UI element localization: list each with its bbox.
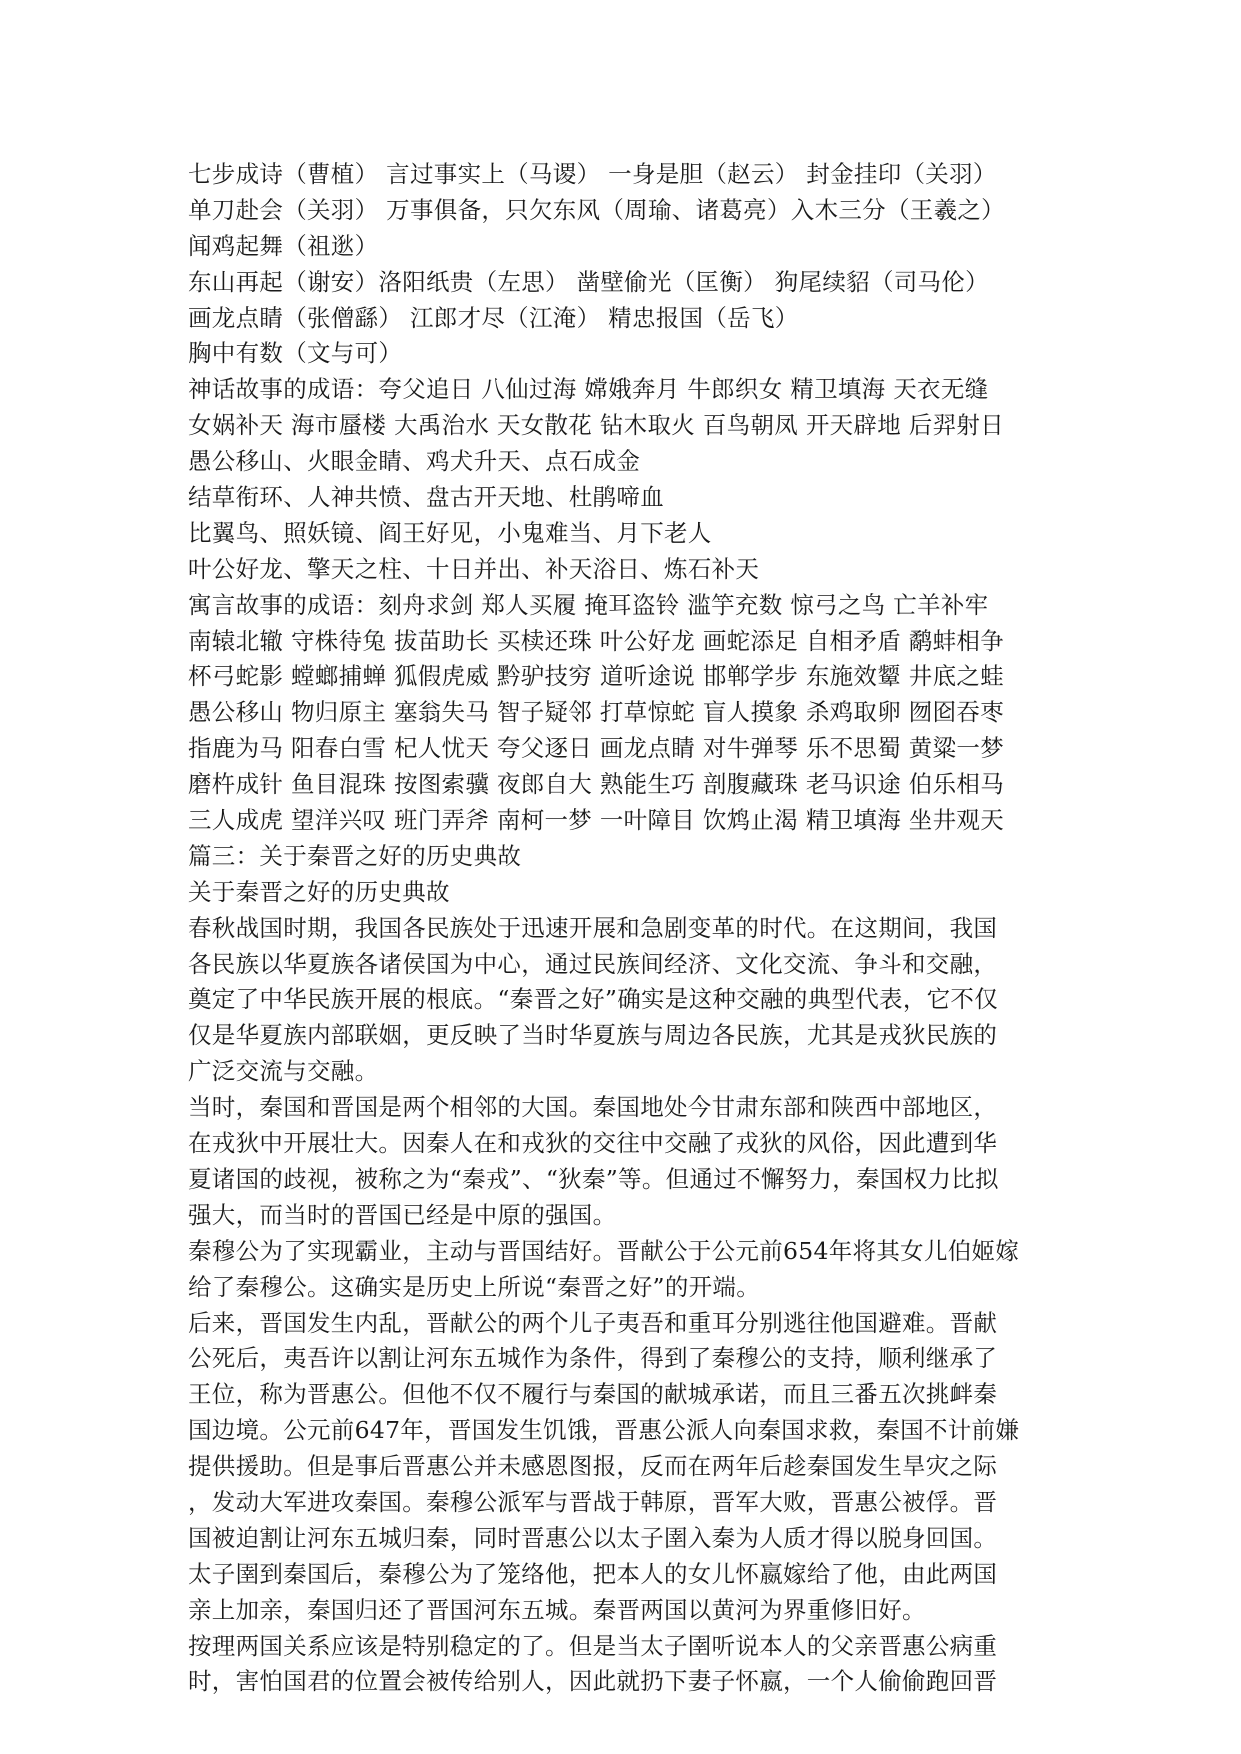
text-line: 春秋战国时期，我国各民族处于迅速开展和急剧变革的时代。在这期间，我国	[188, 913, 998, 942]
text-line: 三人成虎 望洋兴叹 班门弄斧 南柯一梦 一叶障目 饮鸩止渴 精卫填海 坐井观天	[188, 806, 1004, 835]
text-line: 叶公好龙、擎天之柱、十日并出、补天浴日、炼石补天	[188, 554, 760, 583]
text-line: 时，害怕国君的位置会被传给别人，因此就扔下妻子怀嬴，一个人偷偷跑回晋	[188, 1667, 998, 1696]
section-heading: 篇三：关于秦晋之好的历史典故	[188, 841, 522, 870]
text-line: 当时，秦国和晋国是两个相邻的大国。秦国地处今甘肃东部和陕西中部地区，	[188, 1093, 998, 1122]
text-line: 仅是华夏族内部联姻，更反映了当时华夏族与周边各民族，尤其是戎狄民族的	[188, 1021, 998, 1050]
text-line: 胸中有数（文与可）	[188, 339, 403, 368]
article-title: 关于秦晋之好的历史典故	[188, 877, 450, 906]
text-line: 给了秦穆公。这确实是历史上所说“秦晋之好”的开端。	[188, 1272, 761, 1301]
text-line: 夏诸国的歧视，被称之为“秦戎”、“狄秦”等。但通过不懈努力，秦国权力比拟	[188, 1164, 999, 1193]
text-line: 女娲补天 海市蜃楼 大禹治水 天女散花 钻木取火 百鸟朝凤 开天辟地 后羿射日	[188, 411, 1004, 440]
text-line: 国边境。公元前647年，晋国发生饥饿，晋惠公派人向秦国求救，秦国不计前嫌	[188, 1416, 1020, 1445]
text-line: 亲上加亲，秦国归还了晋国河东五城。秦晋两国以黄河为界重修旧好。	[188, 1595, 926, 1624]
text-line: 寓言故事的成语：刻舟求剑 郑人买履 掩耳盗铃 滥竽充数 惊弓之鸟 亡羊补牢	[188, 590, 989, 619]
text-line: 提供援助。但是事后晋惠公并未感恩图报，反而在两年后趁秦国发生旱灾之际	[188, 1452, 998, 1481]
text-line: 结草衔环、人神共愤、盘古开天地、杜鹃啼血	[188, 483, 664, 512]
text-line: 奠定了中华民族开展的根底。“秦晋之好”确实是这种交融的典型代表，它不仅	[188, 985, 999, 1014]
text-line: 王位，称为晋惠公。但他不仅不履行与秦国的献城承诺，而且三番五次挑衅秦	[188, 1380, 998, 1409]
text-line: 磨杵成针 鱼目混珠 按图索骥 夜郎自大 熟能生巧 剖腹藏珠 老马识途 伯乐相马	[188, 770, 1004, 799]
text-line: 强大，而当时的晋国已经是中原的强国。	[188, 1200, 617, 1229]
text-line: 太子圉到秦国后，秦穆公为了笼络他，把本人的女儿怀嬴嫁给了他，由此两国	[188, 1559, 998, 1588]
text-line: 比翼鸟、照妖镜、阎王好见，小鬼难当、月下老人	[188, 518, 712, 547]
text-line: 各民族以华夏族各诸侯国为中心，通过民族间经济、文化交流、争斗和交融，	[188, 949, 998, 978]
text-line: 杯弓蛇影 螳螂捕蝉 狐假虎威 黔驴技穷 道听途说 邯郸学步 东施效颦 井底之蛙	[188, 662, 1004, 691]
text-line: 南辕北辙 守株待兔 拔苗助长 买椟还珠 叶公好龙 画蛇添足 自相矛盾 鹬蚌相争	[188, 626, 1004, 655]
text-line: 指鹿为马 阳春白雪 杞人忧天 夸父逐日 画龙点睛 对牛弹琴 乐不思蜀 黄粱一梦	[188, 734, 1004, 763]
text-line: 七步成诗（曹植） 言过事实上（马谡） 一身是胆（赵云） 封金挂印（关羽）	[188, 160, 997, 188]
text-line: 愚公移山 物归原主 塞翁失马 智子疑邻 打草惊蛇 盲人摸象 杀鸡取卵 囫囵吞枣	[188, 698, 1004, 727]
text-line: ，发动大军进攻秦国。秦穆公派军与晋战于韩原，晋军大败，晋惠公被俘。晋	[188, 1487, 998, 1516]
text-line: 秦穆公为了实现霸业，主动与晋国结好。晋献公于公元前654年将其女儿伯姬嫁	[188, 1236, 1020, 1265]
text-line: 东山再起（谢安）洛阳纸贵（左思） 凿壁偷光（匡衡） 狗尾续貂（司马伦）	[188, 267, 989, 296]
text-line: 国被迫割让河东五城归秦，同时晋惠公以太子圉入秦为人质才得以脱身回国。	[188, 1523, 998, 1552]
text-line: 画龙点睛（张僧繇） 江郎才尽（江淹） 精忠报国（岳飞）	[188, 303, 799, 332]
text-line: 单刀赴会（关羽） 万事俱备，只欠东风（周瑜、诸葛亮）入木三分（王羲之）	[188, 195, 1005, 224]
text-line: 公死后，夷吾许以割让河东五城作为条件，得到了秦穆公的支持，顺利继承了	[188, 1344, 998, 1373]
document-body	[188, 157, 1058, 1700]
text-line: 闻鸡起舞（祖逖）	[188, 231, 379, 260]
text-line: 愚公移山、火眼金睛、鸡犬升天、点石成金	[188, 447, 641, 476]
text-line: 后来，晋国发生内乱，晋献公的两个儿子夷吾和重耳分别逃往他国避难。晋献	[188, 1308, 998, 1337]
text-line: 神话故事的成语：夸父追日 八仙过海 嫦娥奔月 牛郎织女 精卫填海 天衣无缝	[188, 375, 989, 404]
text-line: 广泛交流与交融。	[188, 1057, 379, 1086]
text-line: 按理两国关系应该是特别稳定的了。但是当太子圉听说本人的父亲晋惠公病重	[188, 1631, 998, 1660]
text-line: 在戎狄中开展壮大。因秦人在和戎狄的交往中交融了戎狄的风俗，因此遭到华	[188, 1129, 998, 1158]
